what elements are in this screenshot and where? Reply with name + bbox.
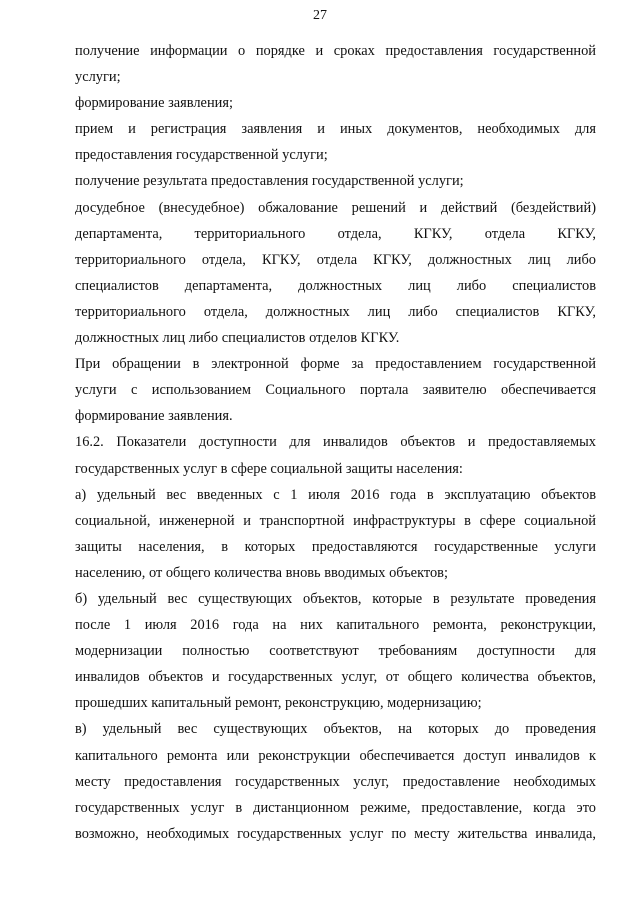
text-line: капитального ремонта или реконструкции обеспечивается доступ инвалидов к xyxy=(75,747,596,764)
text-line: территориального отдела, КГКУ, отдела КГКУ, должностных лиц либо xyxy=(75,251,596,268)
text-line: формирование заявления. xyxy=(75,408,233,425)
paragraph-item-v xyxy=(75,716,596,846)
text-line: При обращении в электронной форме за предоставлением государственной xyxy=(75,356,596,373)
text-line: получение результата предоставления государственной услуги; xyxy=(75,173,464,190)
paragraph-pretrial-appeal xyxy=(75,195,596,352)
text-line: предоставления государственной услуги; xyxy=(75,147,328,164)
text-line: государственных услуг в дистанционном режиме, предоставление, когда это xyxy=(75,799,596,816)
text-line: территориального отдела, должностных лиц либо специалистов КГКУ, xyxy=(75,303,596,320)
text-line: после 1 июля 2016 года на них капитального ремонта, реконструкции, xyxy=(75,617,596,634)
paragraph-electronic-form xyxy=(75,351,596,429)
page-number: 27 xyxy=(313,8,327,23)
text-line: формирование заявления; xyxy=(75,95,233,112)
text-line: услуги; xyxy=(75,69,121,86)
text-line: инвалидов объектов и государственных услуг, от общего количества объектов, xyxy=(75,669,596,686)
text-line: в) удельный вес существующих объектов, на которых до проведения xyxy=(75,721,596,738)
text-line: прошедших капитальный ремонт, реконструкцию, модернизацию; xyxy=(75,695,482,712)
text-line: должностных лиц либо специалистов отделов КГКУ. xyxy=(75,330,400,347)
text-line: специалистов департамента, должностных лиц либо специалистов xyxy=(75,277,596,294)
text-line: модернизации полностью соответствуют требованиям доступности для xyxy=(75,643,596,660)
text-line: месту предоставления государственных услуг, предоставление необходимых xyxy=(75,773,596,790)
paragraph-info-receipt xyxy=(75,38,596,90)
text-line: социальной, инженерной и транспортной инфраструктуры в сфере социальной xyxy=(75,512,596,529)
text-line: департамента, территориального отдела, КГКУ, отдела КГКУ, xyxy=(75,225,596,242)
paragraph-registration xyxy=(75,116,596,168)
text-line: досудебное (внесудебное) обжалование решений и действий (бездействий) xyxy=(75,199,596,216)
text-line: защиты населения, в которых предоставляются государственные услуги xyxy=(75,538,596,555)
paragraph-section-16-2 xyxy=(75,429,596,481)
paragraph-item-a xyxy=(75,482,596,586)
text-line: а) удельный вес введенных с 1 июля 2016 года в эксплуатацию объектов xyxy=(75,486,596,503)
text-line: 16.2. Показатели доступности для инвалидов объектов и предоставляемых xyxy=(75,434,596,451)
paragraph-item-b xyxy=(75,586,596,716)
paragraph-application-forming xyxy=(75,90,596,116)
text-line: возможно, необходимых государственных услуг по месту жительства инвалида, xyxy=(75,825,596,842)
paragraph-result-receipt xyxy=(75,168,596,194)
text-line: б) удельный вес существующих объектов, которые в результате проведения xyxy=(75,590,596,607)
document-body xyxy=(75,38,596,847)
text-line: получение информации о порядке и сроках предоставления государственной xyxy=(75,43,596,59)
text-line: населению, от общего количества вновь вводимых объектов; xyxy=(75,564,448,581)
text-line: прием и регистрация заявления и иных документов, необходимых для xyxy=(75,121,596,138)
text-line: услуги с использованием Социального портала заявителю обеспечивается xyxy=(75,382,596,399)
text-line: государственных услуг в сфере социальной защиты населения: xyxy=(75,460,463,477)
